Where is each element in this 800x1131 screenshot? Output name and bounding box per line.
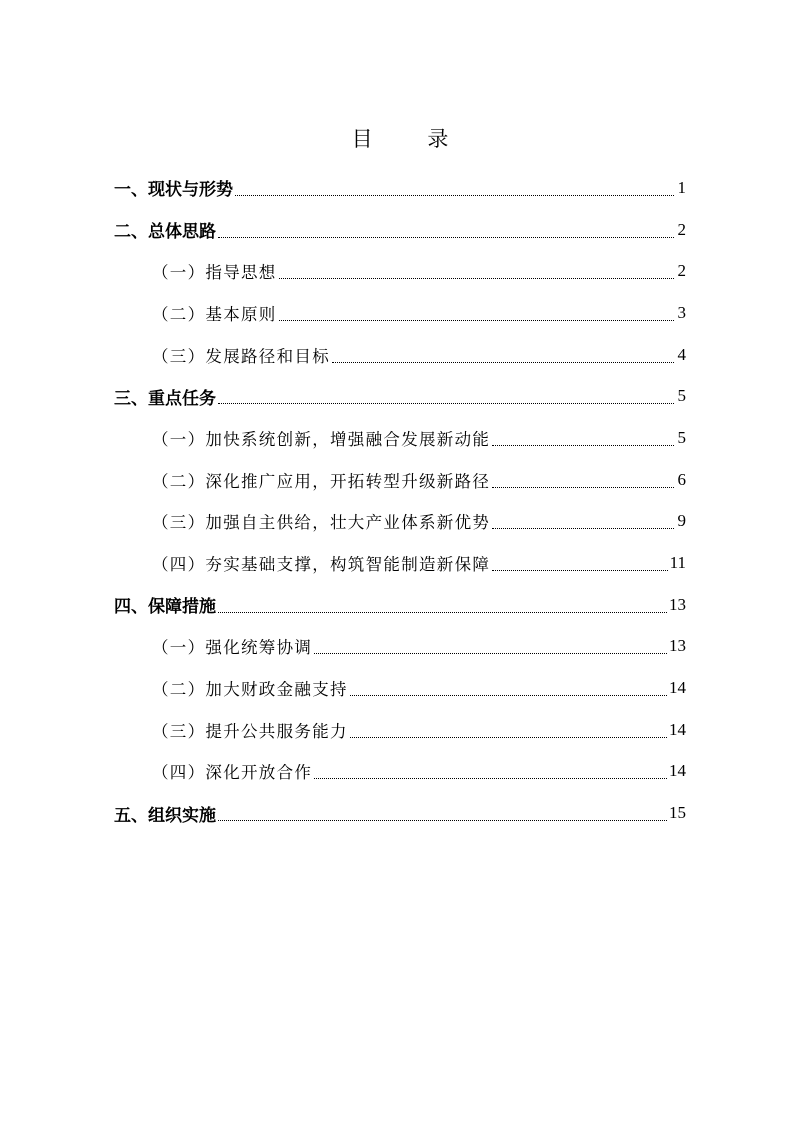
toc-subentry[interactable] bbox=[0, 417, 800, 459]
dot-leader bbox=[314, 652, 667, 654]
toc-subentry[interactable] bbox=[0, 292, 800, 334]
toc-subentry[interactable] bbox=[0, 501, 800, 543]
toc-entry-page: 6 bbox=[677, 469, 686, 489]
dot-leader bbox=[279, 277, 674, 279]
dot-leader bbox=[350, 694, 667, 696]
toc-entry-page: 13 bbox=[669, 636, 686, 656]
toc-entry[interactable] bbox=[0, 375, 800, 417]
toc-subentry[interactable] bbox=[0, 250, 800, 292]
dot-leader bbox=[279, 319, 674, 321]
toc-entry-page: 2 bbox=[677, 261, 686, 281]
dot-leader bbox=[314, 777, 667, 779]
toc-entry-page: 1 bbox=[677, 177, 686, 197]
toc-list bbox=[0, 167, 800, 834]
toc-entry[interactable] bbox=[0, 584, 800, 626]
toc-entry-label: 二、总体思路 bbox=[114, 222, 216, 243]
toc-entry[interactable] bbox=[0, 167, 800, 209]
toc-subentry[interactable] bbox=[0, 709, 800, 751]
toc-entry-label: 一、现状与形势 bbox=[114, 180, 233, 201]
toc-entry-page: 5 bbox=[677, 427, 686, 447]
dot-leader bbox=[218, 819, 667, 821]
toc-entry-label: （二）加大财政金融支持 bbox=[152, 680, 348, 700]
toc-subentry[interactable] bbox=[0, 626, 800, 668]
toc-entry[interactable] bbox=[0, 209, 800, 251]
toc-entry-page: 14 bbox=[669, 719, 686, 739]
toc-entry-page: 2 bbox=[677, 219, 686, 239]
dot-leader bbox=[235, 194, 674, 196]
toc-entry-page: 13 bbox=[669, 594, 686, 614]
toc-subentry[interactable] bbox=[0, 334, 800, 376]
toc-entry-page: 15 bbox=[669, 803, 686, 823]
dot-leader bbox=[492, 527, 674, 529]
toc-subentry[interactable] bbox=[0, 542, 800, 584]
toc-subentry[interactable] bbox=[0, 667, 800, 709]
dot-leader bbox=[218, 236, 674, 238]
toc-entry-label: （四）深化开放合作 bbox=[152, 763, 313, 783]
toc-subentry[interactable] bbox=[0, 459, 800, 501]
toc-entry-page: 14 bbox=[669, 678, 686, 698]
toc-entry-label: 四、保障措施 bbox=[114, 597, 216, 618]
toc-entry-label: 五、组织实施 bbox=[114, 805, 216, 826]
toc-entry[interactable] bbox=[0, 792, 800, 834]
dot-leader bbox=[492, 486, 674, 488]
dot-leader bbox=[332, 361, 674, 363]
toc-entry-page: 14 bbox=[669, 761, 686, 781]
toc-title: 目 录 bbox=[351, 127, 473, 151]
dot-leader bbox=[492, 444, 674, 446]
toc-subentry[interactable] bbox=[0, 751, 800, 793]
toc-entry-label: （二）基本原则 bbox=[152, 304, 277, 324]
dot-leader bbox=[218, 611, 667, 613]
toc-entry-page: 5 bbox=[677, 386, 686, 406]
toc-entry-label: （三）加强自主供给，壮大产业体系新优势 bbox=[152, 513, 491, 533]
toc-entry-page: 3 bbox=[677, 302, 686, 322]
toc-entry-label: （三）发展路径和目标 bbox=[152, 346, 330, 366]
toc-entry-label: （一）加快系统创新，增强融合发展新动能 bbox=[152, 429, 491, 449]
toc-entry-label: （二）深化推广应用，开拓转型升级新路径 bbox=[152, 471, 491, 491]
toc-entry-page: 9 bbox=[677, 511, 686, 531]
toc-entry-label: （四）夯实基础支撑，构筑智能制造新保障 bbox=[152, 555, 491, 575]
dot-leader bbox=[350, 736, 667, 738]
dot-leader bbox=[492, 569, 667, 571]
toc-entry-label: （三）提升公共服务能力 bbox=[152, 721, 348, 741]
toc-entry-label: （一）指导思想 bbox=[152, 263, 277, 283]
dot-leader bbox=[218, 402, 674, 404]
toc-entry-page: 11 bbox=[669, 553, 686, 573]
toc-entry-page: 4 bbox=[677, 344, 686, 364]
toc-entry-label: 三、重点任务 bbox=[114, 388, 216, 409]
toc-entry-label: （一）强化统筹协调 bbox=[152, 638, 313, 658]
